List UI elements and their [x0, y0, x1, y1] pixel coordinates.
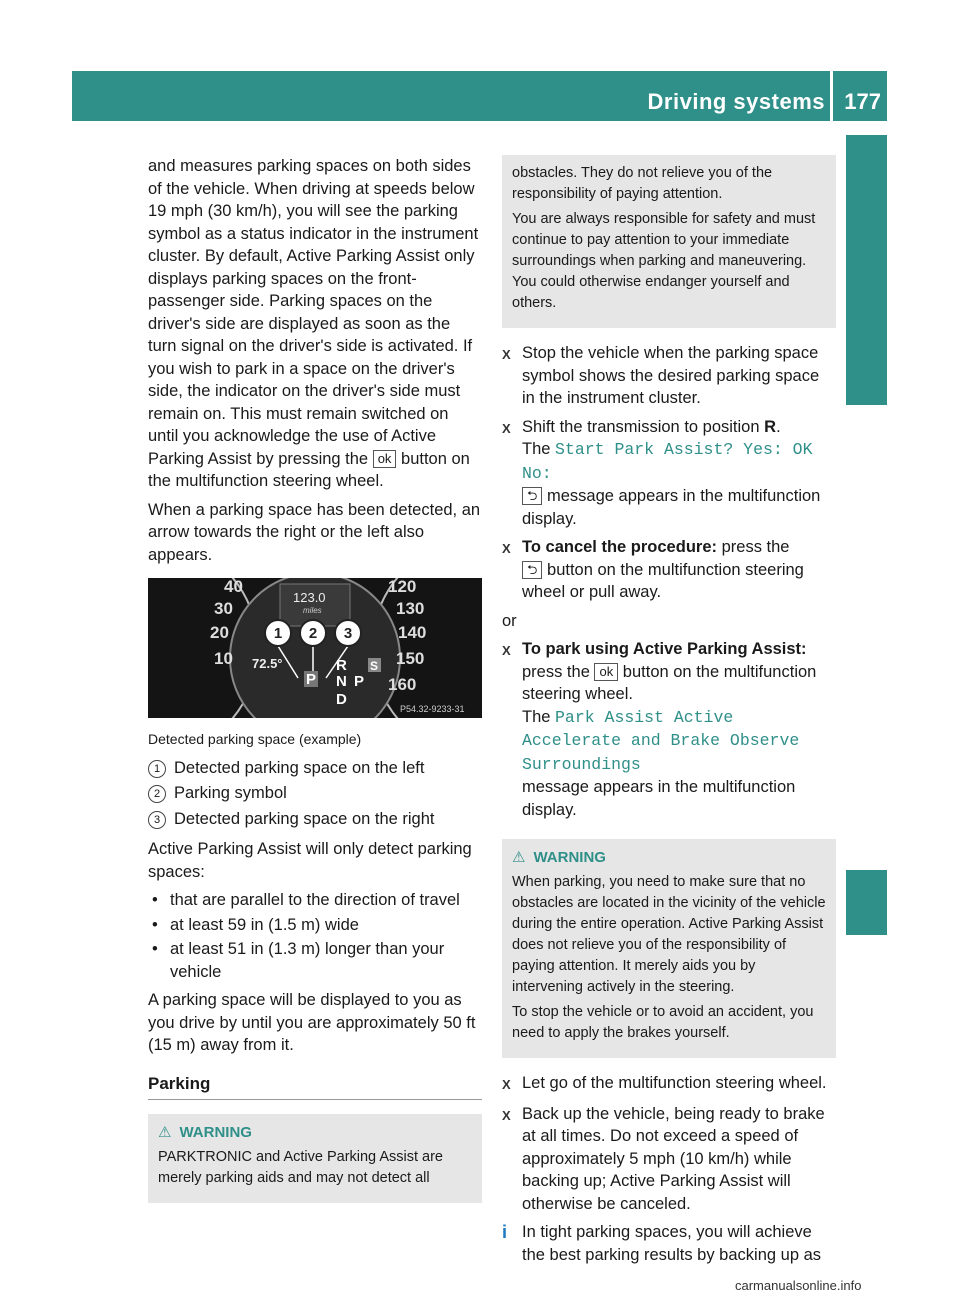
chapter-label: Driving and parking	[854, 196, 877, 394]
instrument-cluster-figure	[148, 578, 482, 718]
step-item: X Back up the vehicle, being ready to brake at all times. Do not exceed a speed of approximately 5 mph (10 km/h) while backing up; Active Parking Assist will otherwise be canceled.	[502, 1104, 825, 1213]
bullet-item: • that are parallel to the direction of travel	[152, 891, 460, 909]
warning-box: ⚠ WARNING PARKTRONIC and Active Parking Assist are merely parking aids and may not detect all	[148, 1114, 482, 1203]
page-number: 177	[844, 89, 881, 114]
list-item: 1 Detected parking space on the left	[148, 757, 482, 780]
step-item: X To cancel the procedure: press the ⮌ button on the multifunction steering wheel or pull away.	[502, 538, 804, 601]
section-title: Driving systems	[647, 89, 825, 114]
step-item: X To park using Active Parking Assist: press the ok button on the multifunction steering wheel. The Park Assist Active Accelerate and Brake Observe Surroundings message appears in the multifunction display.	[502, 640, 817, 819]
callout-3: 3	[343, 625, 353, 642]
right-column	[502, 155, 836, 1272]
back-button-glyph: ⮌	[522, 487, 542, 505]
list-item: 3 Detected parking space on the right	[148, 808, 482, 831]
bullet-item: • at least 51 in (1.3 m) longer than your vehicle	[152, 940, 445, 981]
gear-p: P	[306, 671, 317, 688]
speed-label: 160	[388, 675, 417, 694]
warning-icon: ⚠	[158, 1124, 172, 1141]
warning-icon: ⚠	[512, 849, 526, 866]
warning-box: ⚠ WARNING When parking, you need to make sure that no obstacles are located in the vicinity of the vehicle during the entire operation. Active Parking Assist does not relieve you of the responsibility of paying attention. It merely aids you by intervening actively in the steering. To stop the vehicle or to avoid an accident, you need to apply the brakes yourself.	[502, 839, 836, 1058]
gear-r: R	[336, 657, 347, 674]
paragraph: A parking space will be displayed to you as you drive by until you are approximately 50 ft (15 m) away from it.	[148, 991, 476, 1054]
ok-button-glyph: ok	[373, 450, 397, 468]
chapter-tab-marker	[846, 870, 887, 935]
step-item: X Stop the vehicle when the parking space symbol shows the desired parking space in the instrument cluster.	[502, 344, 820, 407]
speed-label: 10	[214, 649, 233, 668]
info-icon: i	[502, 1222, 508, 1242]
warning-box-continued: obstacles. They do not relieve you of the responsibility of paying attention. You are always responsible for safety and must continue to pay attention to your immediate surroundings when parking and maneuvering. You could otherwise endanger yourself and others.	[502, 155, 836, 328]
gear-d: D	[336, 691, 347, 708]
speed-label: 20	[210, 623, 229, 642]
figure-caption: Detected parking space (example)	[148, 731, 362, 747]
bullet-item: • at least 59 in (1.5 m) wide	[152, 915, 359, 934]
info-item: i In tight parking spaces, you will achieve the best parking results by backing up as	[502, 1221, 836, 1266]
section-heading: Parking	[148, 1073, 482, 1101]
paragraph: and measures parking spaces on both sides of the vehicle. When driving at speeds below 19 mph (30 km/h), you will see the parking symbol as a status indicator in the instrument cluster. By default, Active Parking Assist only displays parking spaces on the front-passenger side. Parking spaces on the driver's side are displayed as soon as the turn signal on the driver's side is activated. If you wish to park in a space on the driver's side, the indicator on the driver's side must remain on. This must remain switched on until you acknowledge the use of Active Parking Assist by pressing the ok button on the multifunction steering wheel.	[148, 157, 479, 490]
paragraph: or	[502, 611, 517, 630]
watermark: carmanualsonline.info	[735, 1278, 862, 1293]
speed-label: 140	[398, 623, 427, 642]
gear-n: N	[336, 673, 347, 690]
speed-label: 40	[224, 578, 243, 596]
speed-label: 130	[396, 599, 425, 618]
cluster-illustration	[148, 578, 482, 718]
callout-2: 2	[308, 625, 318, 642]
back-button-glyph: ⮌	[522, 561, 542, 579]
left-column	[148, 155, 482, 1217]
paragraph: When a parking space has been detected, an arrow towards the right or the left also appears.	[148, 500, 481, 564]
header-divider	[830, 71, 833, 121]
speed-label: 120	[388, 578, 417, 596]
list-item: 2 Parking symbol	[148, 782, 482, 805]
paragraph: Active Parking Assist will only detect parking spaces:	[148, 840, 472, 881]
ok-button-glyph: ok	[594, 663, 618, 681]
temperature: 72.5°	[252, 656, 283, 671]
speed-label: 150	[396, 649, 425, 668]
page-header	[72, 71, 887, 121]
odometer: 123.0	[293, 590, 326, 605]
odometer-unit: miles	[303, 606, 322, 615]
step-item: X Let go of the multifunction steering wheel.	[502, 1074, 827, 1092]
figure-ref: P54.32-9233-31	[400, 704, 465, 714]
gear-p2: P	[354, 673, 365, 690]
gear-s: S	[370, 659, 379, 673]
callout-1: 1	[273, 625, 283, 642]
speed-label: 30	[214, 599, 233, 618]
step-item: X Shift the transmission to position R. The Start Park Assist? Yes: OK No: ⮌ message appears in the multifunction display.	[502, 417, 821, 528]
